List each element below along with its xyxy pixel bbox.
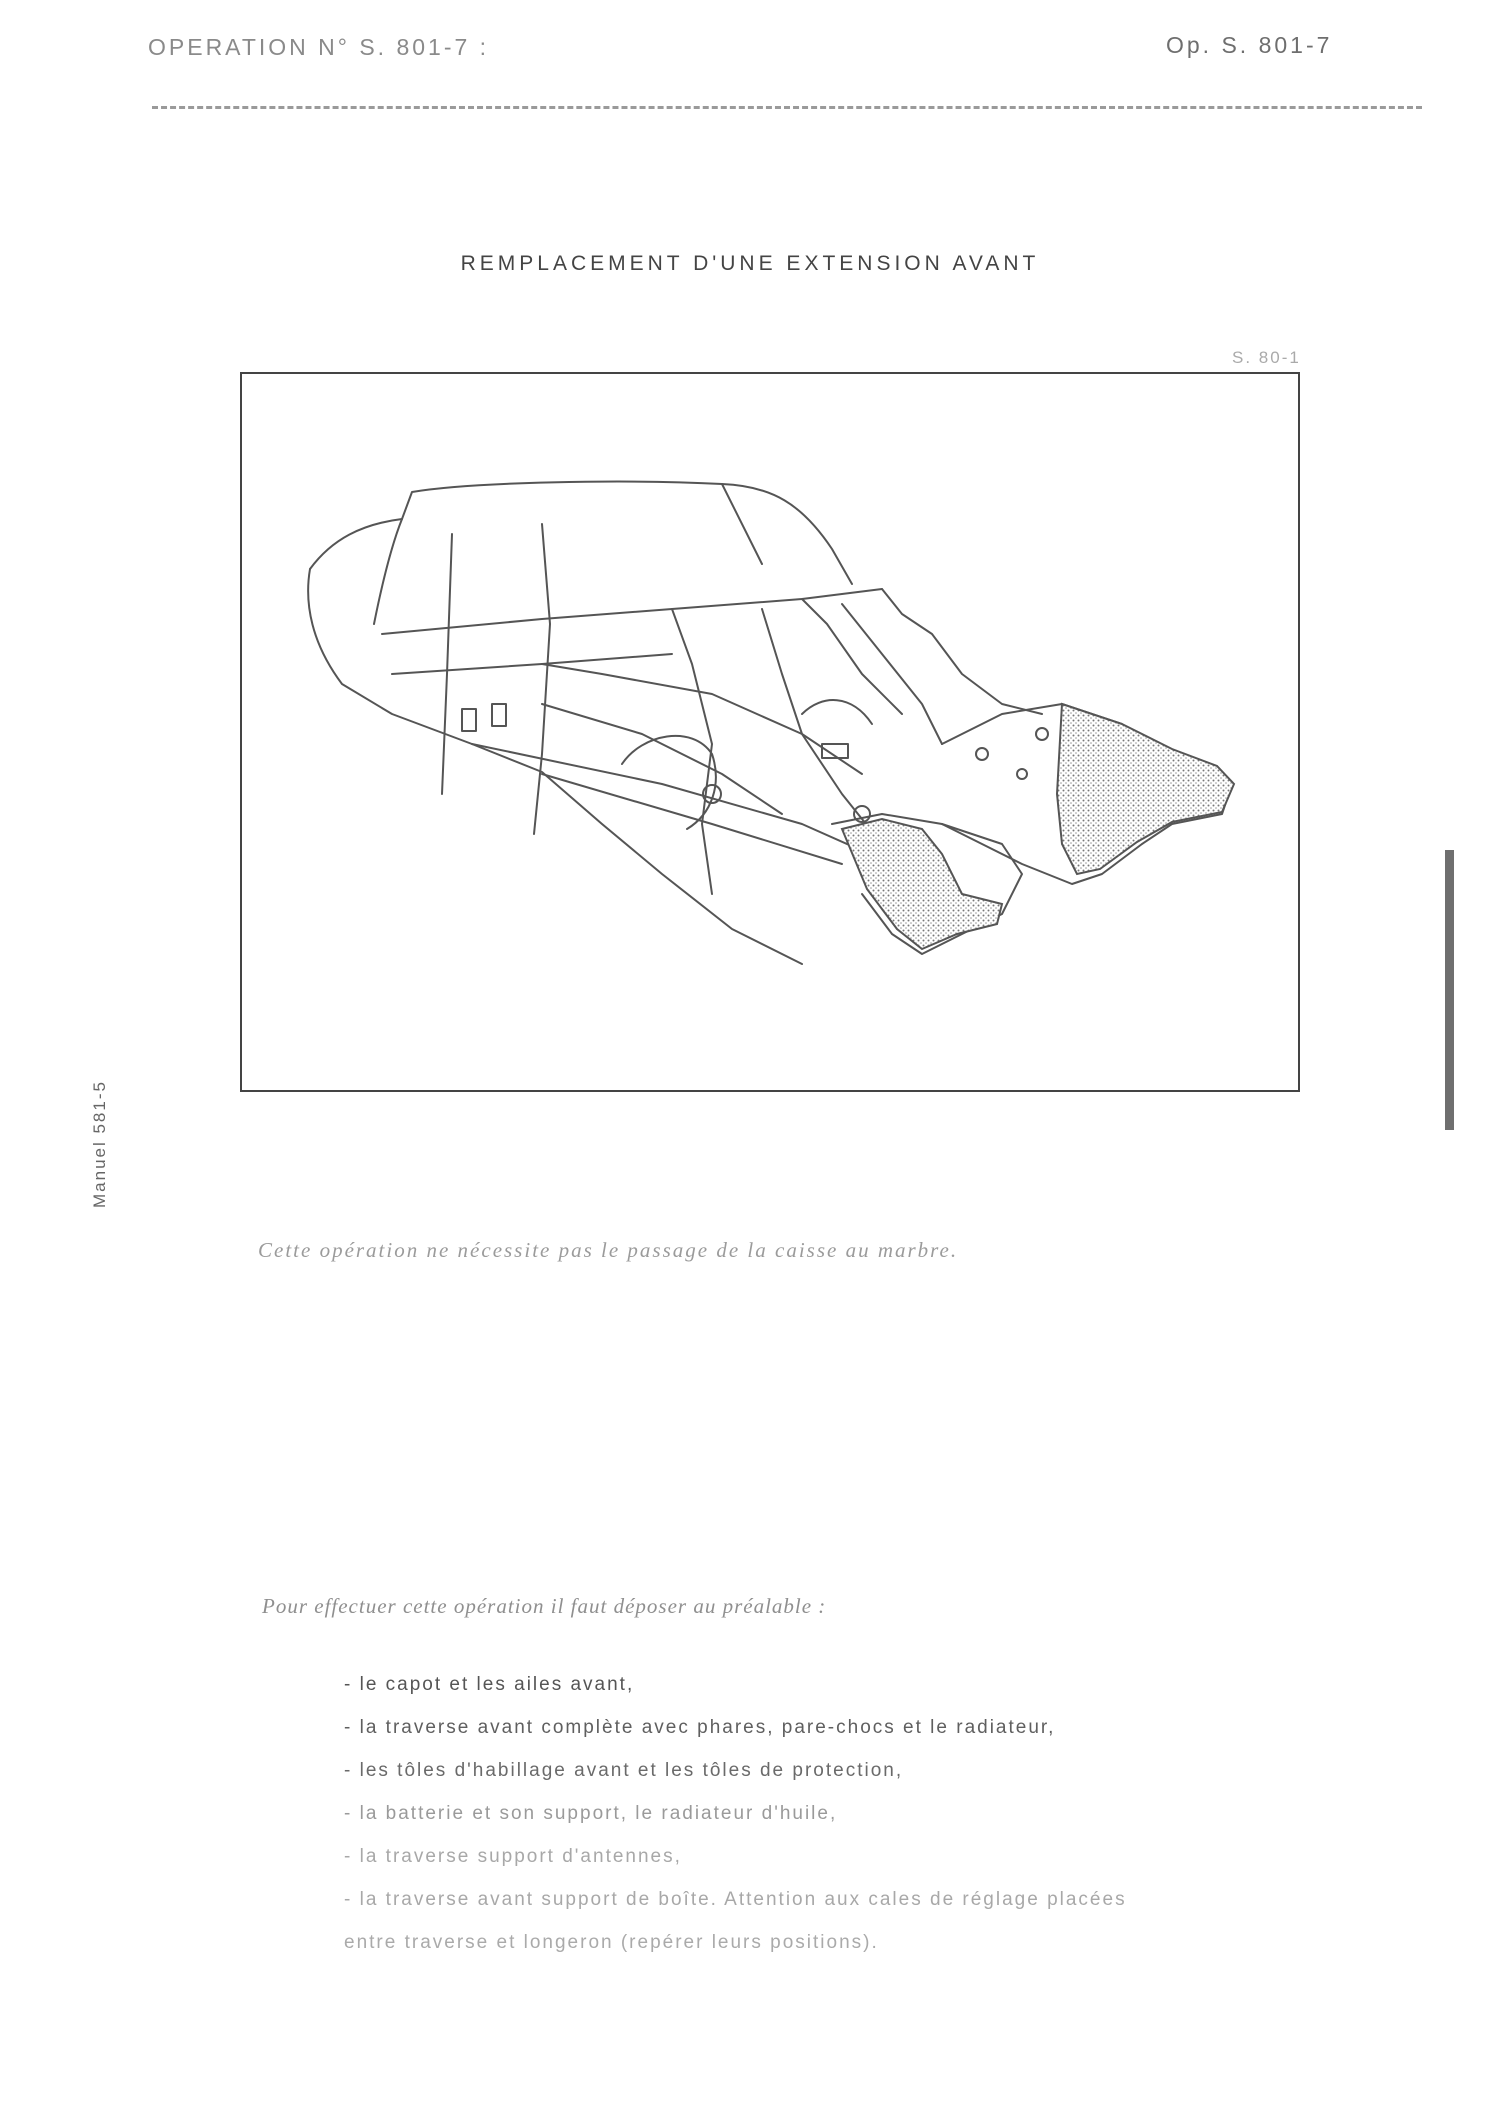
removal-steps-list (344, 1670, 1127, 1971)
manual-reference-label: Manuel 581-5 (90, 1080, 109, 1208)
header-operation-number: OPERATION N° S. 801-7 : (148, 34, 490, 60)
list-item: - les tôles d'habillage avant et les tôles de protection, (344, 1760, 904, 1781)
header-divider (152, 106, 1422, 109)
header-operation-ref: Op. S. 801-7 (1166, 32, 1333, 58)
figure-frame (240, 372, 1300, 1092)
operation-note: Cette opération ne nécessite pas le passage de la caisse au marbre. (258, 1238, 959, 1262)
list-item: - le capot et les ailes avant, (344, 1674, 635, 1695)
list-item: - la traverse avant support de boîte. Attention aux cales de réglage placées (344, 1889, 1127, 1910)
list-item: - la batterie et son support, le radiateur d'huile, (344, 1803, 838, 1824)
list-item: - la traverse support d'antennes, (344, 1846, 682, 1867)
list-item: entre traverse et longeron (repérer leurs positions). (344, 1932, 879, 1953)
prerequisite-intro: Pour effectuer cette opération il faut déposer au préalable : (262, 1594, 827, 1618)
figure-reference: S. 80-1 (1232, 348, 1301, 367)
list-item: - la traverse avant complète avec phares, pare-chocs et le radiateur, (344, 1717, 1056, 1738)
margin-marker-bar (1445, 850, 1454, 1130)
car-body-illustration (242, 374, 1298, 1090)
page-title: REMPLACEMENT D'UNE EXTENSION AVANT (460, 252, 1040, 275)
